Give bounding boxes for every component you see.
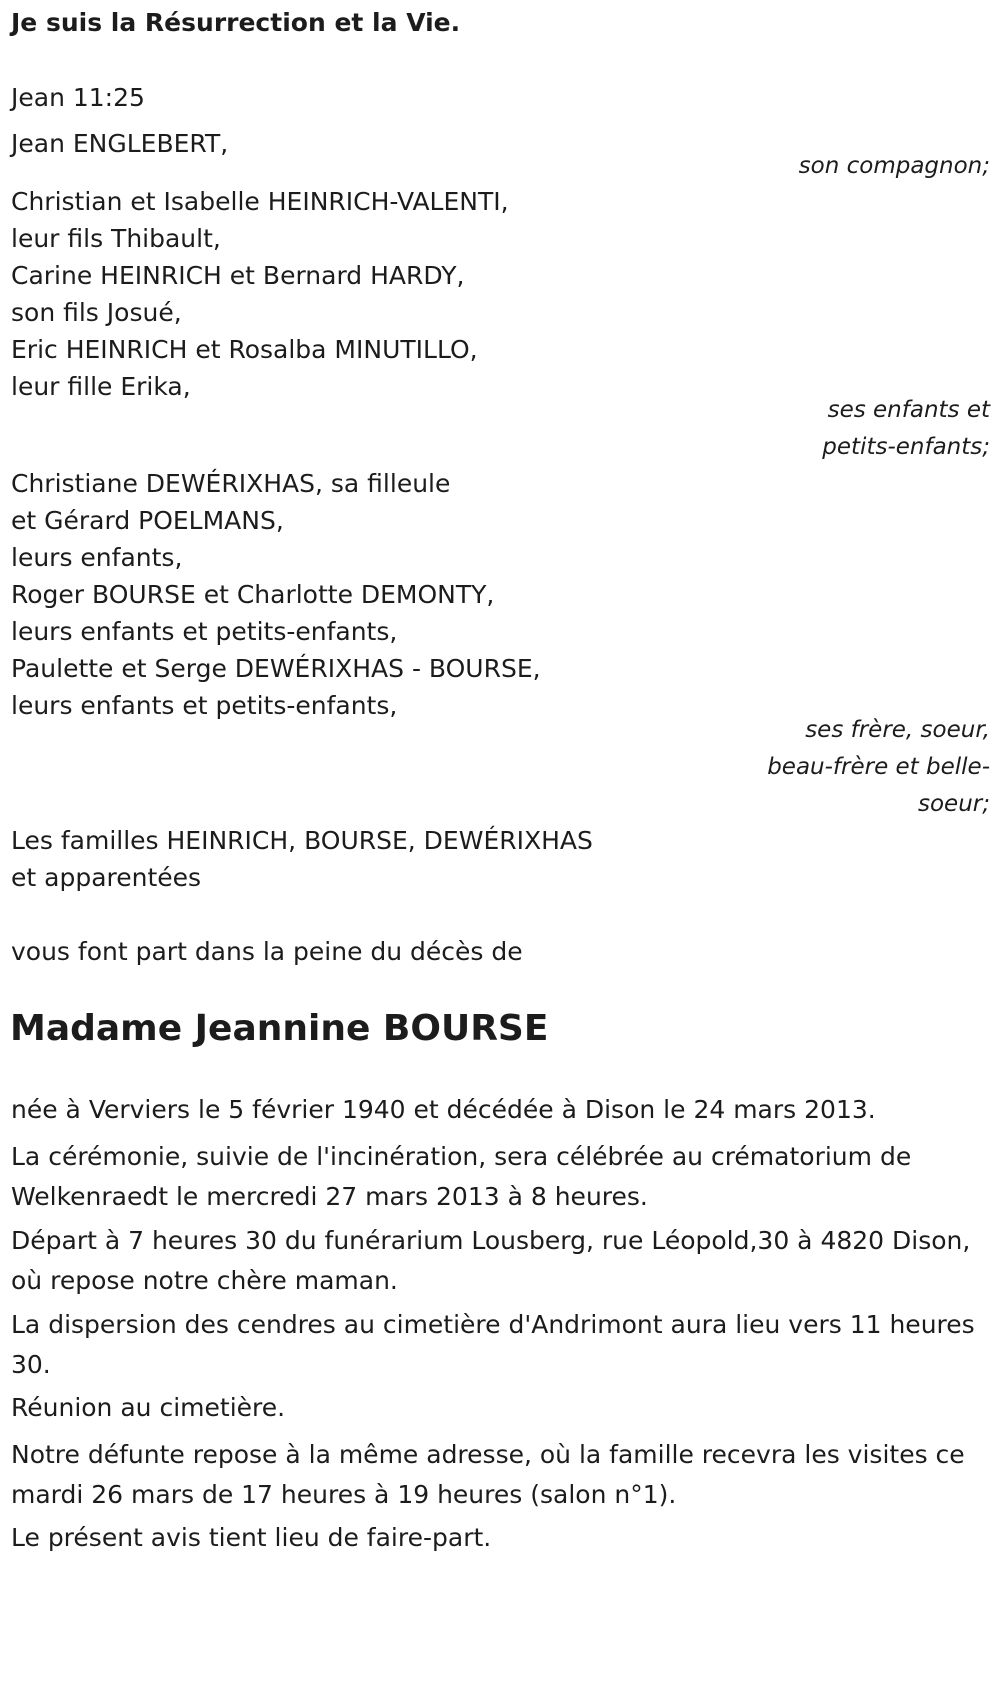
detail-paragraph: Notre défunte repose à la même adresse, où la famille recevra les visites ce mardi 26 mars de 17 heures à 19 heures (salon n°1). bbox=[11, 1440, 965, 1509]
children-line: son fils Josué, bbox=[11, 298, 182, 327]
siblings-line: leurs enfants, bbox=[11, 543, 183, 572]
detail-paragraph: Départ à 7 heures 30 du funérarium Lousberg, rue Léopold,30 à 4820 Dison, où repose notre chère maman. bbox=[11, 1226, 971, 1295]
families-line: et apparentées bbox=[11, 863, 202, 892]
children-role: ses enfants et bbox=[827, 397, 990, 423]
siblings-line: Christiane DEWÉRIXHAS, sa filleule bbox=[11, 469, 451, 498]
verse-reference: Jean 11:25 bbox=[11, 83, 145, 112]
siblings-role: beau-frère et belle- bbox=[767, 754, 990, 780]
children-line: Eric HEINRICH et Rosalba MINUTILLO, bbox=[11, 335, 478, 364]
siblings-line: leurs enfants et petits-enfants, bbox=[11, 617, 398, 646]
families-line: Les familles HEINRICH, BOURSE, DEWÉRIXHAS bbox=[11, 826, 593, 855]
siblings-line: Roger BOURSE et Charlotte DEMONTY, bbox=[11, 580, 495, 609]
verse-text: Je suis la Résurrection et la Vie. bbox=[11, 8, 461, 37]
children-line: leur fille Erika, bbox=[11, 372, 191, 401]
siblings-line: Paulette et Serge DEWÉRIXHAS - BOURSE, bbox=[11, 654, 541, 683]
detail-paragraph: La cérémonie, suivie de l'incinération, sera célébrée au crématorium de Welkenraedt le mercredi 27 mars 2013 à 8 heures. bbox=[11, 1142, 912, 1211]
companion-name: Jean ENGLEBERT, bbox=[11, 129, 229, 158]
children-role: petits-enfants; bbox=[822, 434, 990, 460]
detail-paragraph: Réunion au cimetière. bbox=[11, 1393, 286, 1422]
siblings-role: ses frère, soeur, bbox=[805, 717, 990, 743]
detail-paragraph: née à Verviers le 5 février 1940 et décédée à Dison le 24 mars 2013. bbox=[11, 1095, 876, 1124]
children-line: Carine HEINRICH et Bernard HARDY, bbox=[11, 261, 465, 290]
siblings-line: leurs enfants et petits-enfants, bbox=[11, 691, 398, 720]
detail-paragraph: La dispersion des cendres au cimetière d'Andrimont aura lieu vers 11 heures 30. bbox=[11, 1310, 975, 1379]
siblings-line: et Gérard POELMANS, bbox=[11, 506, 284, 535]
children-line: leur fils Thibault, bbox=[11, 224, 221, 253]
deceased-name: Madame Jeannine BOURSE bbox=[10, 1008, 549, 1049]
siblings-role: soeur; bbox=[918, 791, 990, 817]
companion-role: son compagnon; bbox=[798, 153, 990, 179]
detail-paragraph: Le présent avis tient lieu de faire-part. bbox=[11, 1523, 492, 1552]
children-line: Christian et Isabelle HEINRICH-VALENTI, bbox=[11, 187, 509, 216]
announcement-text: vous font part dans la peine du décès de bbox=[11, 937, 523, 966]
